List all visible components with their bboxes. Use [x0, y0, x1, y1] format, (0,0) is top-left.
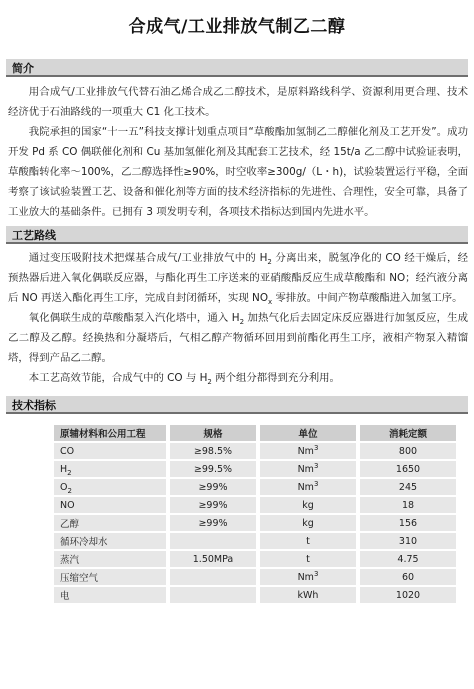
table-row	[54, 533, 456, 549]
column-header: 单位	[260, 425, 356, 441]
material-name-cell: $O_2$	[54, 479, 166, 495]
column-header: 原辅材料和公用工程	[54, 425, 166, 441]
table-row	[54, 587, 456, 603]
unit-cell: Nm$^3$	[260, 479, 356, 495]
consumption-cell: 18	[360, 497, 456, 513]
table-row	[54, 515, 456, 531]
section-heading-specs: 技术指标	[6, 396, 468, 414]
unit-cell: Nm$^3$	[260, 461, 356, 477]
material-name-cell: 电	[54, 587, 166, 603]
unit-cell: Nm$^3$	[260, 443, 356, 459]
material-name-cell: 蒸汽	[54, 551, 166, 567]
process-paragraph: 本工艺高效节能，合成气中的 CO 与 $H_2$ 两个组分都得到充分利用。	[28, 372, 340, 387]
spec-cell	[170, 533, 256, 549]
material-name-cell: CO	[54, 443, 166, 459]
unit-cell: kWh	[260, 587, 356, 603]
spec-cell: ≥98.5%	[170, 443, 256, 459]
table-row	[54, 443, 456, 459]
consumption-cell: 1020	[360, 587, 456, 603]
table-row	[54, 461, 456, 477]
spec-cell	[170, 587, 256, 603]
unit-cell: t	[260, 533, 356, 549]
unit-cell: kg	[260, 497, 356, 513]
specs-table-body	[54, 443, 456, 603]
spec-cell: ≥99%	[170, 497, 256, 513]
spec-cell: ≥99%	[170, 479, 256, 495]
table-row	[54, 497, 456, 513]
material-name-cell: $H_2$	[54, 461, 166, 477]
table-header-row	[54, 425, 456, 441]
process-body	[6, 248, 468, 388]
table-row	[54, 479, 456, 495]
consumption-cell: 800	[360, 443, 456, 459]
consumption-cell: 1650	[360, 461, 456, 477]
intro-paragraph: 我院承担的国家“十一五”科技支撑计划重点项目“草酸酯加氢制乙二醇催化剂及工艺开发”。成功开发 Pd 系 CO 偶联催化剂和 Cu 基加氢催化剂及其配套工艺技术，经 15t/a 乙二醇中试验证表明，草酸酯转化率～100%，乙二醇选择性≥90%，时空收率≥300g/（L・h)，试验装置运行平稳，全面考察了该试验装置工艺、设备和催化剂等方面的技术经济指标的先进性、合理性，安全可靠，具备了工业放大的基础条件。已拥有 3 项发明专利，各项技术指标达到国内先进水平。	[8, 126, 468, 218]
material-name-cell: 压缩空气	[54, 569, 166, 585]
section-heading-intro: 简介	[6, 59, 468, 77]
consumption-cell: 310	[360, 533, 456, 549]
table-row	[54, 569, 456, 585]
unit-cell: Nm$^3$	[260, 569, 356, 585]
process-paragraph: 氧化偶联生成的草酸酯泵入汽化塔中，通入 $H_2$ 加热气化后去固定床反应器进行加氢反应，生成乙二醇及乙醇。经换热和分凝塔后，气相乙醇产物循环回用到前酯化再生工序，液相产物泵入精馏塔，得到产品乙二醇。	[8, 312, 468, 364]
table-row	[54, 551, 456, 567]
consumption-cell: 4.75	[360, 551, 456, 567]
material-name-cell: 乙醇	[54, 515, 166, 531]
consumption-cell: 245	[360, 479, 456, 495]
section-heading-process: 工艺路线	[6, 226, 468, 244]
intro-paragraph: 用合成气/工业排放气代替石油乙烯合成乙二醇技术，是原料路线科学、资源利用更合理、技术经济优于石油路线的一项重大 C1 化工技术。	[8, 86, 468, 118]
material-name-cell: 循环冷却水	[54, 533, 166, 549]
spec-cell: 1.50MPa	[170, 551, 256, 567]
consumption-cell: 156	[360, 515, 456, 531]
intro-body	[6, 82, 468, 222]
column-header: 消耗定额	[360, 425, 456, 441]
unit-cell: kg	[260, 515, 356, 531]
consumption-cell: 60	[360, 569, 456, 585]
material-name-cell: NO	[54, 497, 166, 513]
unit-cell: t	[260, 551, 356, 567]
spec-cell: ≥99.5%	[170, 461, 256, 477]
specs-table	[54, 423, 456, 605]
page-title: 合成气/工业排放气制乙二醇	[128, 17, 346, 37]
spec-cell	[170, 569, 256, 585]
spec-cell: ≥99%	[170, 515, 256, 531]
column-header: 规格	[170, 425, 256, 441]
process-paragraph: 通过变压吸附技术把煤基合成气/工业排放气中的 $H_2$ 分离出来，脱氢净化的 CO 经干燥后，经预热器后进入氧化偶联反应器，与酯化再生工序送来的亚硝酸酯反应生成草酸酯和 NO；经汽液分离后 NO 再送入酯化再生工序，完成自封闭循环，实现 $NO_x$ 零排放。中间产物草酸酯进入加氢工序。	[8, 252, 468, 307]
